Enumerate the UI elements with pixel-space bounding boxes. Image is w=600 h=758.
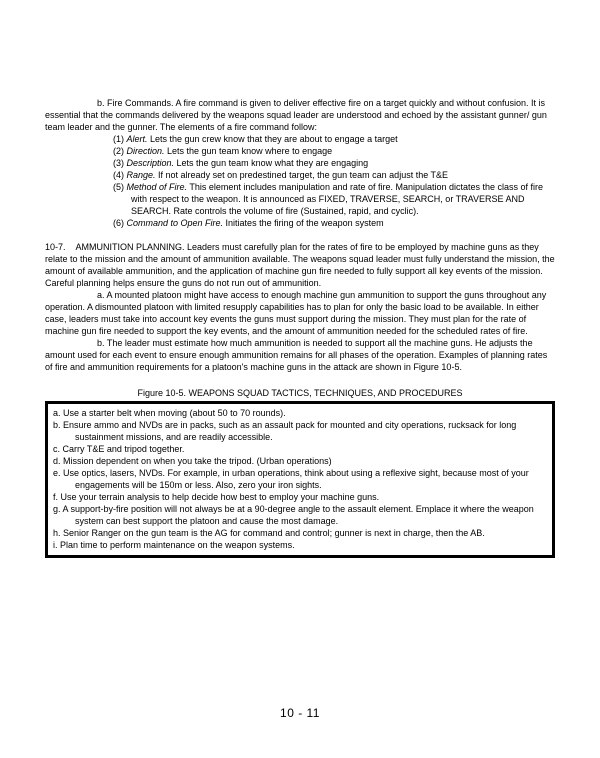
item-text: If not already set on predestined target, the gun team can adjust the T&E: [155, 170, 449, 180]
figure-item-i: i. Plan time to perform maintenance on the weapon systems.: [53, 540, 295, 550]
figure-item-e: e. Use optics, lasers, NVDs. For example, in urban operations, think about using a reflexive sight, because most of your engagements will be 150m or less. Also, zero your iron sights.: [53, 468, 529, 490]
figure-item-h: h. Senior Ranger on the gun team is the AG for command and control; gunner is next in charge, then the AB.: [53, 528, 485, 538]
item-number: (1): [113, 134, 127, 144]
fire-command-item-2: [113, 145, 555, 157]
item-number: (2): [113, 146, 127, 156]
fire-command-item-5: [113, 181, 555, 217]
figure-item-b: b. Ensure ammo and NVDs are in packs, such as an assault pack for mounted and city operations, rucksack for long sustainment missions, and are readily accessible.: [53, 420, 517, 442]
para-fire-commands-intro: b. Fire Commands. A fire command is given to deliver effective fire on a target quickly and without confusion. It is essential that the commands delivered by the weapons squad leader are understood and echoed by the assistant gunner/ gun team leader and the gunner. The elements of a fire command follow:: [45, 98, 547, 132]
figure-item-g: g. A support-by-fire position will not always be at a 90-degree angle to the assault element. Emplace it where the weapon system can best support the platoon and cause the most damage.: [53, 504, 534, 526]
item-text: Lets the gun team know where to engage: [164, 146, 333, 156]
figure-item-c: c. Carry T&E and tripod together.: [53, 444, 185, 454]
item-term: Method of Fire.: [126, 182, 188, 192]
para-ammunition-planning: 10-7. AMMUNITION PLANNING. Leaders must carefully plan for the rates of fire to be employed by machine guns as they relate to the mission and the amount of ammunition available. The weapons squad leader must fully understand the mission, the amount of available ammunition, and the application of machine gun fire needed to fully support all key events of the mission. Careful planning helps ensure the guns do not run out of ammunition.: [45, 242, 555, 288]
fire-command-item-3: [113, 157, 555, 169]
fire-command-list: [113, 133, 555, 229]
item-number: (4): [113, 170, 127, 180]
fire-command-item-6: [113, 217, 555, 229]
item-text: Lets the gun team know what they are engaging: [174, 158, 369, 168]
para-mounted-platoon: a. A mounted platoon might have access to enough machine gun ammunition to support the guns throughout any operation. A dismounted platoon with limited resupply capabilities has to plan for only the basic load to be available. In either case, leaders must take into account key events the guns must support during the mission. They must plan for the rate of machine gun fire needed to support the key events, and the amount of ammunition needed for the scheduled rates of fire.: [45, 290, 547, 336]
item-term: Command to Open Fire.: [126, 218, 224, 228]
figure-box: [45, 401, 555, 558]
item-number: (5): [113, 182, 127, 192]
figure-caption: Figure 10-5. WEAPONS SQUAD TACTICS, TECHNIQUES, AND PROCEDURES: [137, 388, 463, 398]
item-term: Alert.: [126, 134, 148, 144]
item-term: Direction.: [126, 146, 165, 156]
item-text: This element includes manipulation and rate of fire. Manipulation dictates the class of fire with respect to the weapon. It is announced as FIXED, TRAVERSE, SEARCH, or TRAVERSE AND SEARCH. Rate controls the volume of fire (Sustained, rapid, and cyclic).: [131, 182, 544, 216]
figure-item-d: d. Mission dependent on when you take the tripod. (Urban operations): [53, 456, 332, 466]
item-text: Initiates the firing of the weapon system: [223, 218, 384, 228]
page-content: [45, 97, 555, 558]
para-leader-estimate: b. The leader must estimate how much ammunition is needed to support all the machine guns. He adjusts the amount used for each event to ensure enough ammunition remains for all phases of the operation. Examples of planning rates of fire and ammunition requirements for a platoon's machine guns in the attack are shown in Figure 10-5.: [45, 338, 548, 372]
fire-command-item-1: [113, 133, 555, 145]
item-term: Description.: [126, 158, 175, 168]
item-text: Lets the gun crew know that they are about to engage a target: [147, 134, 398, 144]
fire-command-item-4: [113, 169, 555, 181]
item-number: (6): [113, 218, 127, 228]
item-term: Range.: [126, 170, 156, 180]
page-number: 10 - 11: [280, 706, 320, 720]
figure-item-f: f. Use your terrain analysis to help decide how best to employ your machine guns.: [53, 492, 380, 502]
figure-item-a: a. Use a starter belt when moving (about 50 to 70 rounds).: [53, 408, 286, 418]
item-number: (3): [113, 158, 127, 168]
